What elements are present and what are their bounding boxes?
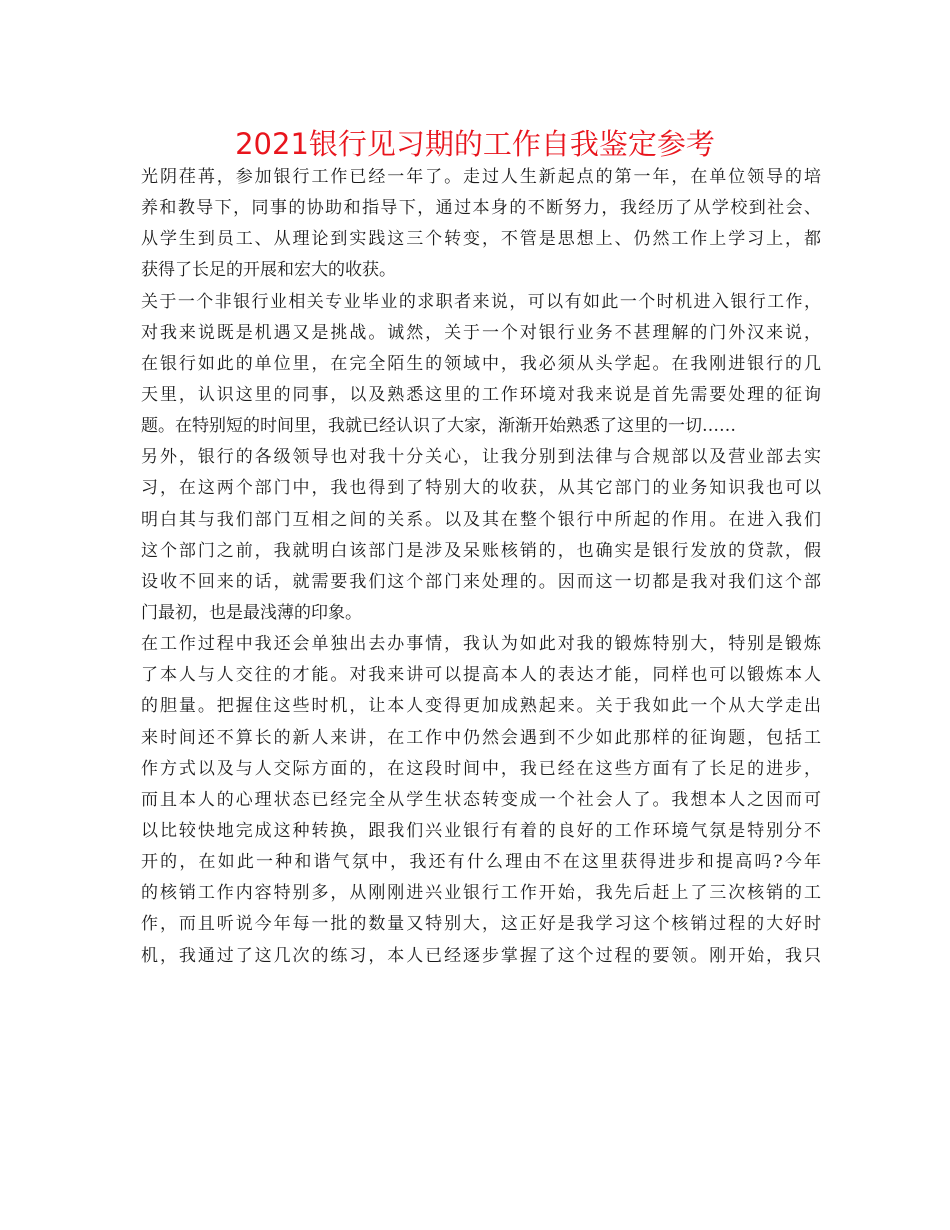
text-line: 天里，认识这里的同事，以及熟悉这里的工作环境对我来说是首先需要处理的征询: [141, 384, 821, 405]
text-line: 关于一个非银行业相关专业毕业的求职者来说，可以有如此一个时机进入银行工作，: [141, 291, 821, 312]
text-line: 了本人与人交往的才能。对我来讲可以提高本人的表达才能，同样也可以锻炼本人: [141, 665, 821, 686]
text-line: 在工作过程中我还会单独出去办事情，我认为如此对我的锻炼特别大，特别是锻炼: [141, 634, 821, 655]
text-line: 机，我通过了这几次的练习，本人已经逐步掌握了这个过程的要领。刚开始，我只: [141, 945, 821, 966]
text-line: 习，在这两个部门中，我也得到了特别大的收获，从其它部门的业务知识我也可以: [141, 478, 821, 499]
text-line: 在银行如此的单位里，在完全陌生的领域中，我必须从头学起。在我刚进银行的几: [141, 353, 821, 374]
text-line: 作，而且听说今年每一批的数量又特别大，这正好是我学习这个核销过程的大好时: [141, 914, 821, 935]
text-line: 以比较快地完成这种转换，跟我们兴业银行有着的良好的工作环境气氛是特别分不: [141, 820, 821, 841]
text-line: 的核销工作内容特别多，从刚刚进兴业银行工作开始，我先后赶上了三次核销的工: [141, 883, 821, 904]
text-line: 作方式以及与人交际方面的，在这段时间中，我已经在这些方面有了长足的进步，: [141, 758, 821, 779]
text-line: 另外，银行的各级领导也对我十分关心，让我分别到法律与合规部以及营业部去实: [141, 447, 821, 468]
text-line: 获得了长足的开展和宏大的收获。: [141, 260, 396, 281]
text-line: 从学生到员工、从理论到实践这三个转变，不管是思想上、仍然工作上学习上，都: [141, 229, 821, 250]
text-line: 明白其与我们部门互相之间的关系。以及其在整个银行中所起的作用。在进入我们: [141, 509, 821, 530]
text-line: 对我来说既是机遇又是挑战。诚然，关于一个对银行业务不甚理解的门外汉来说，: [141, 322, 821, 343]
text-line: 门最初，也是最浅薄的印象。: [141, 602, 362, 623]
document-title: 2021银行见习期的工作自我鉴定参考: [235, 127, 715, 161]
document-body: [141, 162, 821, 972]
text-line: 这个部门之前，我就明白该部门是涉及呆账核销的，也确实是银行发放的贷款，假: [141, 540, 821, 561]
text-line: 的胆量。把握住这些时机，让本人变得更加成熟起来。关于我如此一个从大学走出: [141, 696, 821, 717]
text-line: 题。在特别短的时间里，我就已经认识了大家，渐渐开始熟悉了这里的一切……: [141, 416, 736, 437]
text-line: 光阴荏苒，参加银行工作已经一年了。走过人生新起点的第一年，在单位领导的培: [141, 167, 821, 187]
text-line: 来时间还不算长的新人来讲，在工作中仍然会遇到不少如此那样的征询题，包括工: [141, 727, 821, 748]
text-line: 开的，在如此一种和谐气氛中，我还有什么理由不在这里获得进步和提高吗?今年: [141, 852, 821, 873]
text-line: 设收不回来的话，就需要我们这个部门来处理的。因而这一切都是我对我们这个部: [141, 571, 821, 592]
text-line: 而且本人的心理状态已经完全从学生状态转变成一个社会人了。我想本人之因而可: [141, 789, 821, 810]
text-line: 养和教导下，同事的协助和指导下，通过本身的不断努力，我经历了从学校到社会、: [141, 198, 821, 219]
